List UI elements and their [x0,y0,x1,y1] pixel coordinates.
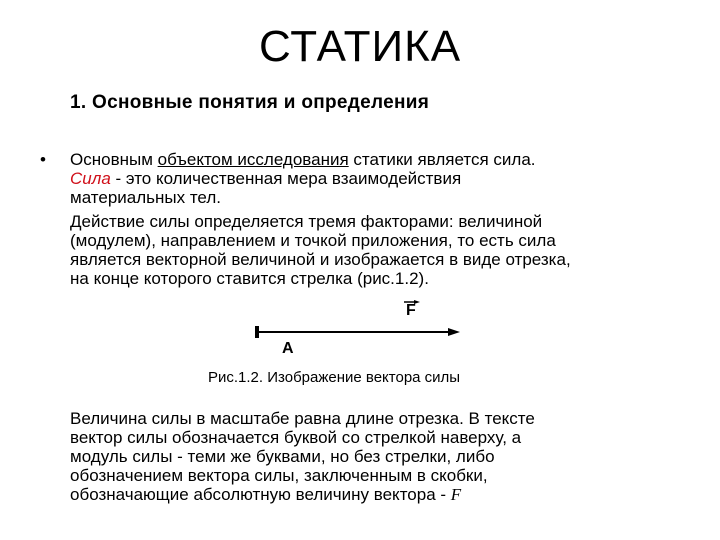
application-point [255,326,259,338]
action-line: на конце которого ставится стрелка (рис.1.2). [70,269,429,288]
force-vector-arrowhead [448,328,460,336]
sila-definition-line [70,169,536,188]
sila-definition-line-2: материальных тел. [70,188,221,207]
sila-definition: - это количественная мера взаимодействия [110,169,462,188]
action-line: Действие силы определяется тремя факторами: величиной [70,212,543,231]
magnitude-paragraph [70,409,535,504]
slide-title: СТАТИКА [258,22,462,71]
action-paragraph [70,212,571,288]
figure-caption: Рис.1.2. Изображение вектора силы [208,369,461,386]
intro-line-1 [70,150,536,169]
bullet-marker: • [40,150,46,169]
magnitude-line: модуль силы - теми же буквами, но без стрелки, либо [70,447,495,466]
magnitude-line-last [70,485,535,504]
magnitude-line-text: обозначающие абсолютную величину вектора - [70,485,451,504]
magnitude-symbol: F [450,485,462,504]
sila-term: Сила [70,169,111,188]
intro-block [70,150,536,207]
magnitude-line: Величина силы в масштабе равна длине отрезка. В тексте [70,409,535,428]
intro-line-1-pre: Основным [70,150,158,169]
magnitude-line: обозначением вектора силы, заключенным в скобки, [70,466,488,485]
intro-line-1-post: статики является сила. [348,150,536,169]
magnitude-line: вектор силы обозначается буквой со стрелкой наверху, а [70,428,522,447]
intro-underlined-term: объектом исследования [157,150,349,169]
action-line: (модулем), направлением и точкой приложения, то есть сила [70,231,556,250]
vector-label-F: F [406,302,416,319]
section-subtitle: 1. Основные понятия и определения [70,92,430,113]
point-label-A: A [282,340,294,357]
action-line: является векторной величиной и изображается в виде отрезка, [70,250,571,269]
